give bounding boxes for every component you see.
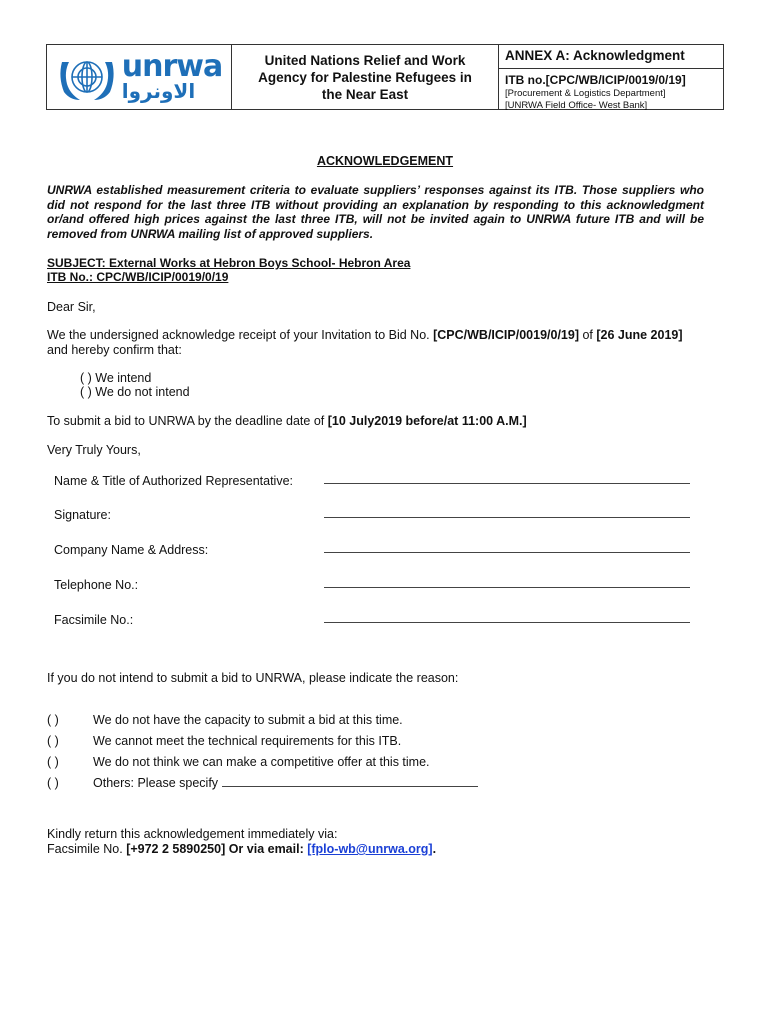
ack-itb: [CPC/WB/ICIP/0019/0/19]	[433, 328, 579, 342]
form-row-facsimile[interactable]	[54, 613, 694, 627]
annex-cell	[499, 45, 723, 109]
reason-label: We cannot meet the technical requirements for this ITB.	[93, 734, 402, 748]
org-name-line: Agency for Palestine Refugees in	[258, 69, 472, 85]
form-row-telephone[interactable]	[54, 578, 694, 592]
header-table	[46, 44, 724, 110]
form-label: Signature:	[54, 508, 111, 522]
ack-text: We the undersigned acknowledge receipt of your Invitation to Bid No.	[47, 328, 434, 342]
org-name-line: the Near East	[321, 86, 409, 102]
reason-checkbox[interactable]: ( )	[47, 776, 59, 790]
form-blank-line[interactable]	[324, 587, 690, 588]
department: [Procurement & Logistics Department]	[505, 88, 666, 99]
form-row-company[interactable]	[54, 543, 694, 557]
reason-checkbox[interactable]: ( )	[47, 713, 59, 727]
subject-line: SUBJECT: External Works at Hebron Boys School- Hebron Area	[47, 256, 411, 270]
ack-of: of	[579, 328, 597, 342]
form-blank-line[interactable]	[324, 622, 690, 623]
form-label: Name & Title of Authorized Representative:	[54, 474, 294, 488]
return-block	[47, 827, 436, 857]
form-label: Telephone No.:	[54, 578, 139, 592]
reason-prompt: If you do not intend to submit a bid to UNRWA, please indicate the reason:	[47, 671, 459, 685]
logo-cell	[47, 45, 232, 109]
un-emblem-icon	[56, 50, 118, 104]
specify-blank-line[interactable]	[222, 776, 478, 787]
fax-label: Facsimile No.	[47, 842, 127, 856]
or-email: Or via email:	[225, 842, 308, 856]
intend-option[interactable]: ( ) We intend	[80, 371, 152, 385]
form-label: Company Name & Address:	[54, 543, 209, 557]
end-dot: .	[432, 842, 437, 856]
form-blank-line[interactable]	[324, 483, 690, 484]
reason-option[interactable]	[47, 755, 430, 769]
email-link[interactable]: [fplo-wb@unrwa.org]	[307, 842, 433, 856]
ack-confirm: and hereby confirm that:	[47, 343, 182, 357]
return-text: Kindly return this acknowledgement immediately via:	[47, 827, 338, 841]
intro-paragraph: UNRWA established measurement criteria to evaluate suppliers’ responses against its ITB. Those suppliers who did not respond for the last three ITB without providing an explanation by responding to this acknowledgment or/and offered high prices against the last three ITB, will not be invited again to UNRWA future ITB and will be removed from UNRWA mailing list of approved suppliers.	[47, 183, 704, 241]
form-blank-line[interactable]	[324, 517, 690, 518]
deadline-text: To submit a bid to UNRWA by the deadline date of	[47, 414, 328, 428]
reason-label: Others: Please specify	[93, 776, 219, 790]
reason-option[interactable]	[47, 713, 403, 727]
itb-number: ITB no.[CPC/WB/ICIP/0019/0/19]	[499, 68, 723, 87]
form-label: Facsimile No.:	[54, 613, 134, 627]
not-intend-option[interactable]: ( ) We do not intend	[80, 385, 190, 399]
ack-date: [26 June 2019]	[596, 328, 683, 342]
annex-title: ANNEX A: Acknowledgment	[505, 48, 685, 63]
org-name	[232, 45, 499, 109]
reason-label: We do not have the capacity to submit a bid at this time.	[93, 713, 403, 727]
salutation: Dear Sir,	[47, 300, 96, 314]
itb-line: ITB No.: CPC/WB/ICIP/0019/0/19	[47, 270, 229, 284]
reason-label: We do not think we can make a competitive offer at this time.	[93, 755, 430, 769]
field-office: [UNRWA Field Office- West Bank]	[505, 100, 648, 111]
reason-checkbox[interactable]: ( )	[47, 734, 59, 748]
deadline-date: [10 July2019 before/at 11:00 A.M.]	[327, 414, 527, 428]
form-row-name[interactable]	[54, 474, 694, 488]
logo-text-en: unrwa	[121, 49, 223, 84]
document-title: ACKNOWLEDGEMENT	[316, 154, 454, 168]
form-blank-line[interactable]	[324, 552, 690, 553]
subject-block	[47, 256, 410, 284]
deadline-paragraph	[47, 414, 527, 429]
reason-checkbox[interactable]: ( )	[47, 755, 59, 769]
closing: Very Truly Yours,	[47, 443, 141, 457]
acknowledge-paragraph	[47, 328, 717, 358]
reason-option[interactable]	[47, 776, 478, 790]
form-row-signature[interactable]	[54, 508, 694, 522]
org-name-line: United Nations Relief and Work	[264, 52, 466, 68]
reason-option[interactable]	[47, 734, 401, 748]
fax-number: [+972 2 5890250]	[126, 842, 226, 856]
unrwa-logo	[56, 50, 222, 104]
logo-text-ar: الاونروا	[121, 79, 196, 103]
